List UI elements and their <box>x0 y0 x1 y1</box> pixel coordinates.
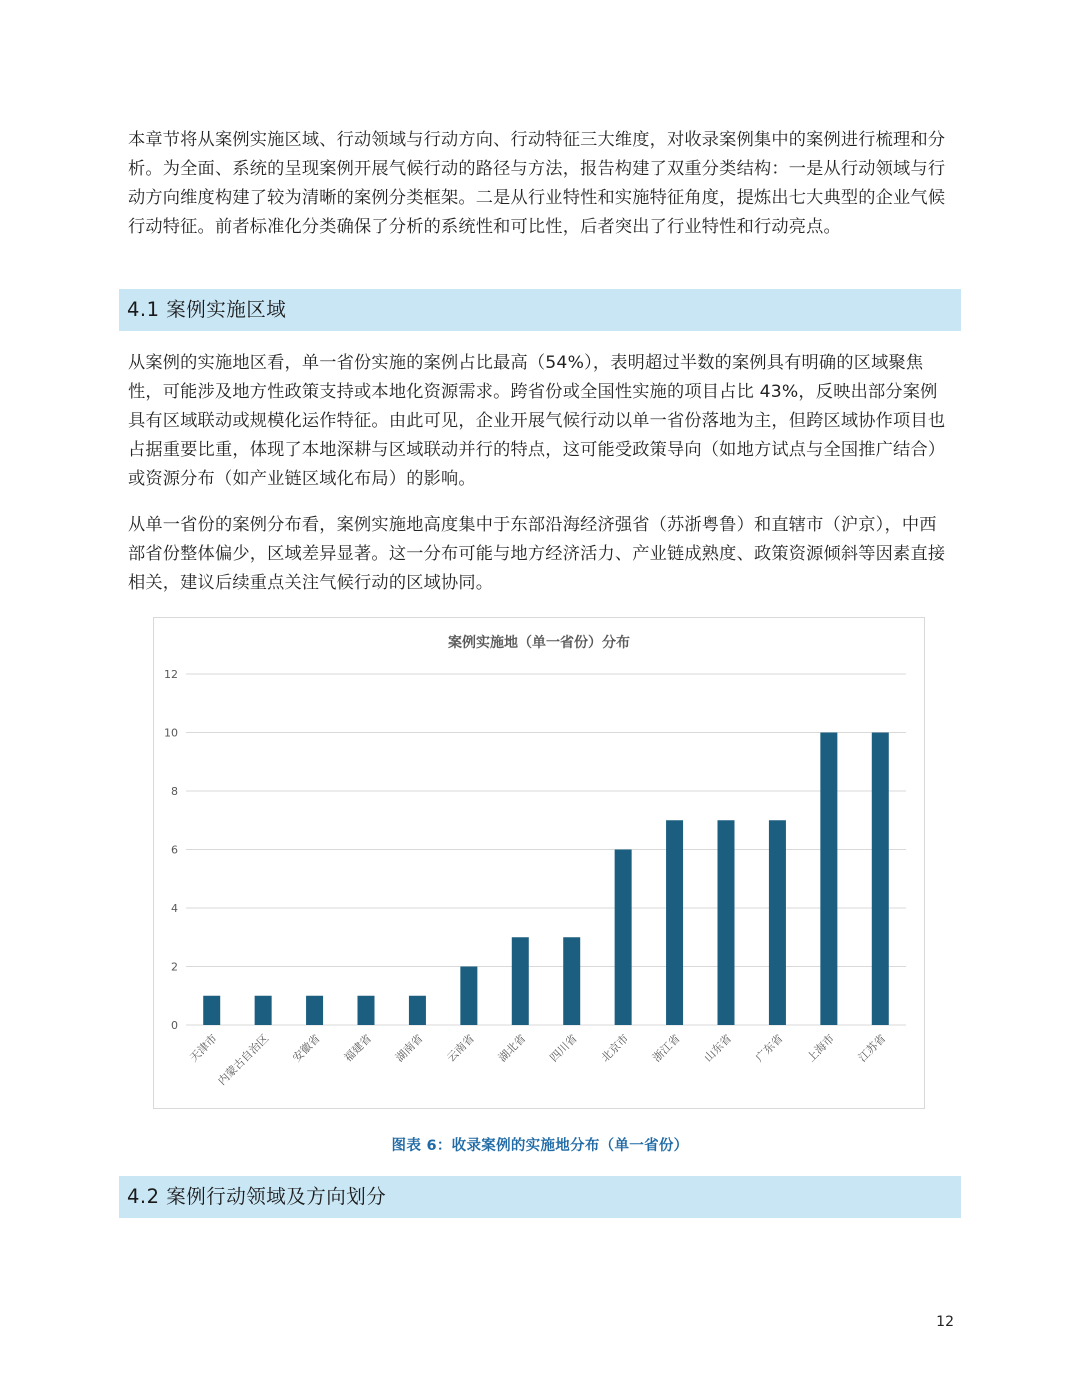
x-tick-label: 四川省 <box>547 1031 580 1065</box>
y-tick-label: 12 <box>164 668 178 681</box>
y-tick-label: 2 <box>171 960 178 974</box>
x-tick-label: 云南省 <box>444 1031 477 1065</box>
chart-title: 案例实施地（单一省份）分布 <box>448 635 630 651</box>
y-tick-label: 0 <box>171 1019 178 1032</box>
bar-安徽省 <box>306 996 323 1025</box>
bar-四川省 <box>563 937 580 1025</box>
x-tick-label: 安徽省 <box>290 1031 323 1065</box>
bar-chart <box>154 618 924 1108</box>
bar-chart-container <box>153 617 925 1109</box>
intro-paragraph: 本章节将从案例实施区域、行动领域与行动方向、行动特征三大维度，对收录案例集中的案例进行梳理和分析。为全面、系统的呈现案例开展气候行动的路径与方法，报告构建了双重分类结构：一是从行动领域与行动方向维度构建了较为清晰的案例分类框架。二是从行业特性和实施特征角度，提炼出七大典型的企业气候行动特征。前者标准化分类确保了分析的系统性和可比性，后者突出了行业特性和行动亮点。 <box>128 130 946 237</box>
bar-浙江省 <box>666 820 683 1025</box>
x-tick-label: 广东省 <box>753 1031 786 1065</box>
section-4-1-paragraph-1: 从案例的实施地区看，单一省份实施的案例占比最高（54%），表明超过半数的案例具有明确的区域聚焦性，可能涉及地方性政策支持或本地化资源需求。跨省份或全国性实施的项目占比 43%，反映出部分案例具有区域联动或规模化运作特征。由此可见，企业开展气候行动以单一省份落地为主，但跨区域协作项目也占据重要比重，体现了本地深耕与区域联动并行的特点，这可能受政策导向（如地方试点与全国推广结合）或资源分布（如产业链区域化布局）的影响。 <box>128 353 946 489</box>
y-tick-label: 8 <box>171 785 178 798</box>
bar-福建省 <box>358 996 375 1025</box>
bar-江苏省 <box>872 733 889 1026</box>
chart-gridlines <box>186 674 906 1025</box>
x-tick-label: 内蒙古自治区 <box>215 1031 272 1088</box>
bar-内蒙古自治区 <box>255 996 272 1025</box>
bar-天津市 <box>203 996 220 1025</box>
section-heading-4-1: 4.1 案例实施区域 <box>119 289 961 331</box>
x-tick-label: 天津市 <box>187 1031 220 1065</box>
y-tick-label: 10 <box>164 726 178 740</box>
bar-北京市 <box>615 850 632 1026</box>
y-axis-tick-labels <box>164 668 178 1032</box>
chart-bars <box>203 733 889 1026</box>
bar-湖南省 <box>409 996 426 1025</box>
x-axis-tick-labels <box>187 1031 889 1088</box>
x-tick-label: 江苏省 <box>855 1031 889 1065</box>
x-tick-label: 湖南省 <box>393 1031 426 1065</box>
y-tick-label: 6 <box>171 843 178 857</box>
bar-山东省 <box>718 820 735 1025</box>
x-tick-label: 北京市 <box>598 1031 632 1065</box>
x-tick-label: 山东省 <box>701 1031 735 1065</box>
bar-湖北省 <box>512 937 529 1025</box>
bar-广东省 <box>769 820 786 1025</box>
x-tick-label: 浙江省 <box>650 1031 683 1065</box>
x-tick-label: 湖北省 <box>495 1031 529 1065</box>
x-tick-label: 福建省 <box>341 1031 375 1065</box>
bar-上海市 <box>820 733 837 1026</box>
bar-云南省 <box>460 967 477 1026</box>
figure-caption: 图表 6：收录案例的实施地分布（单一省份） <box>391 1138 689 1154</box>
y-tick-label: 4 <box>171 902 178 915</box>
x-tick-label: 上海市 <box>804 1031 837 1065</box>
page-number: 12 <box>936 1314 954 1330</box>
section-4-1-paragraph-2: 从单一省份的案例分布看，案例实施地高度集中于东部沿海经济强省（苏浙粤鲁）和直辖市（沪京），中西部省份整体偏少，区域差异显著。这一分布可能与地方经济活力、产业链成熟度、政策资源倾斜等因素直接相关，建议后续重点关注气候行动的区域协同。 <box>128 515 946 593</box>
section-heading-4-2: 4.2 案例行动领域及方向划分 <box>119 1176 961 1218</box>
